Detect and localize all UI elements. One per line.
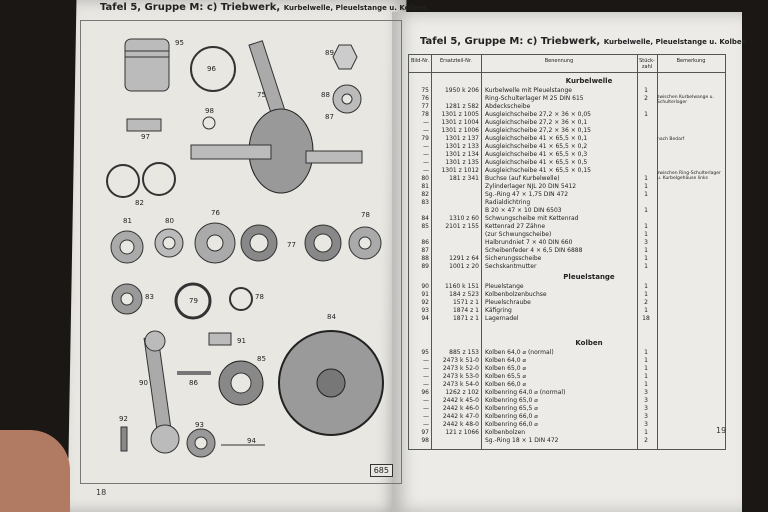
row-number: 75 <box>421 87 429 94</box>
part-number: 1571 z 1 <box>452 299 479 306</box>
row-number: 79 <box>421 135 429 142</box>
part-number: 1301 z 1004 <box>441 119 479 126</box>
part-number: 885 z 153 <box>449 349 479 356</box>
part-description: Ausgleichscheibe 41 × 65,5 × 0,5 <box>485 159 588 166</box>
part-number: 1871 z 1 <box>452 315 479 322</box>
quantity: 1 <box>644 349 648 356</box>
rivet-part <box>177 371 211 375</box>
table-row <box>411 207 723 215</box>
part-description: Scheibenfeder 4 × 6,5 DIN 6888 <box>485 247 583 254</box>
row-number: 81 <box>421 183 429 190</box>
part-number: 1301 z 1006 <box>441 127 479 134</box>
callout-86: 86 <box>189 379 198 387</box>
part-description: Pleuelstange <box>485 283 524 290</box>
row-number: 90 <box>421 283 429 290</box>
part-description: Sicherungsscheibe <box>485 255 542 262</box>
callout-98: 98 <box>205 107 214 115</box>
table-row <box>411 127 723 135</box>
section-kurbelwelle: Kurbelwelle <box>565 77 613 85</box>
callout-95: 95 <box>175 39 184 47</box>
quantity: 1 <box>644 87 648 94</box>
row-number: 97 <box>421 429 429 436</box>
part-description: Ausgleichscheibe 41 × 65,5 × 0,1 <box>485 135 588 142</box>
row-number: — <box>423 365 429 372</box>
quantity: 2 <box>644 95 648 102</box>
table-row <box>411 247 723 255</box>
part-description: Abdeckscheibe <box>485 103 531 110</box>
table-row <box>411 413 723 421</box>
table-row <box>411 263 723 271</box>
part-number: 121 z 1066 <box>445 429 479 436</box>
part-description: Buchse (auf Kurbelwelle) <box>485 175 560 182</box>
row-number: 89 <box>421 263 429 270</box>
part-number: 1310 z 60 <box>449 215 479 222</box>
table-row <box>411 405 723 413</box>
quantity: 1 <box>644 373 648 380</box>
row-number: 96 <box>421 389 429 396</box>
right-header-main: Tafel 5, Gruppe M: c) Triebwerk, <box>420 36 601 47</box>
row-number: 98 <box>421 437 429 444</box>
remark-1: zwischen Kurbelwange u. Schulterlager <box>657 95 714 105</box>
quantity: 3 <box>644 413 648 420</box>
part-number: 1001 z 20 <box>449 263 479 270</box>
table-row <box>411 231 723 239</box>
callout-88: 88 <box>321 91 330 99</box>
quantity: 1 <box>644 111 648 118</box>
row-number: — <box>423 413 429 420</box>
part-number: 1301 z 134 <box>445 151 479 158</box>
part-description: Halbrundniet 7 × 40 DIN 660 <box>485 239 573 246</box>
hex-nut-part <box>333 45 357 69</box>
part-number: 2442 k 47-0 <box>442 413 479 420</box>
table-row <box>411 381 723 389</box>
quantity: 1 <box>644 263 648 270</box>
part-description: Kolben 64,0 ⌀ <box>485 357 527 364</box>
callout-94: 94 <box>247 437 256 445</box>
callout-85: 85 <box>257 355 266 363</box>
quantity: 2 <box>644 299 648 306</box>
part-number: 2473 k 54-0 <box>442 381 479 388</box>
part-number: 2442 k 46-0 <box>442 405 479 412</box>
parts-list-table <box>408 54 726 450</box>
row-number: — <box>423 143 429 150</box>
table-row <box>411 349 723 357</box>
quantity: 1 <box>644 291 648 298</box>
callout-89: 89 <box>325 49 334 57</box>
part-description: B 20 × 47 × 10 DIN 6503 <box>485 207 562 214</box>
left-page-header <box>100 2 427 13</box>
col-header-bemerkung: Bemerkung <box>657 55 725 73</box>
row-number: — <box>423 159 429 166</box>
exploded-view-figure <box>80 20 402 484</box>
hand-holding-book <box>0 430 70 512</box>
row-number: 80 <box>421 175 429 182</box>
quantity: 1 <box>644 183 648 190</box>
small-ring-part <box>230 288 252 310</box>
table-row <box>411 87 723 95</box>
row-number: 77 <box>421 103 429 110</box>
part-description: Kurbelwelle mit Pleuelstange <box>485 87 572 94</box>
table-row <box>411 223 723 231</box>
part-description: Ausgleichscheibe 27,2 × 36 × 0,15 <box>485 127 591 134</box>
row-number: — <box>423 405 429 412</box>
callout-90: 90 <box>139 379 148 387</box>
callout-91: 91 <box>237 337 246 345</box>
part-number: 1301 z 1005 <box>441 111 479 118</box>
part-number: 2473 k 51-0 <box>442 357 479 364</box>
table-row <box>411 429 723 437</box>
quantity: 1 <box>644 223 648 230</box>
callout-75: 75 <box>257 91 266 99</box>
part-description: Sg.-Ring 18 × 1 DIN 472 <box>485 437 559 444</box>
quantity: 2 <box>644 437 648 444</box>
circlip-part <box>203 117 215 129</box>
part-description: Kolben 65,5 ⌀ <box>485 373 527 380</box>
part-description: Zylinderlager NJL 20 DIN 5412 <box>485 183 577 190</box>
callout-93: 93 <box>195 421 204 429</box>
row-number: — <box>423 167 429 174</box>
col-header-stueck: Stück-zahl <box>637 55 657 73</box>
callout-81: 81 <box>123 217 132 225</box>
table-row <box>411 239 723 247</box>
part-description: Kolbenring 66,0 ⌀ <box>485 421 538 428</box>
table-row <box>411 159 723 167</box>
table-row <box>411 357 723 365</box>
table-row <box>411 183 723 191</box>
table-row <box>411 143 723 151</box>
row-number: 95 <box>421 349 429 356</box>
part-description: Kolben 66,0 ⌀ <box>485 381 527 388</box>
col-header-bild: Bild-Nr. <box>409 55 431 73</box>
connecting-rod-part <box>144 337 172 438</box>
table-row <box>411 437 723 445</box>
callout-78: 78 <box>255 293 264 301</box>
part-description: Kolbenbolzen <box>485 429 526 436</box>
part-number: 1281 z 582 <box>445 103 479 110</box>
piston-pin-part <box>127 119 161 131</box>
crankshaft-shaft-right <box>306 151 362 163</box>
right-page-header <box>420 36 747 47</box>
part-description: Ausgleichscheibe 41 × 65,5 × 0,3 <box>485 151 588 158</box>
crankshaft-shaft-left <box>191 145 271 159</box>
part-number: 1262 z 102 <box>445 389 479 396</box>
part-description: Kolbenring 65,5 ⌀ <box>485 405 538 412</box>
row-number: 88 <box>421 255 429 262</box>
table-row <box>411 215 723 223</box>
snap-ring-right <box>143 163 175 195</box>
part-description: Kettenrad 27 Zähne <box>485 223 546 230</box>
part-description: Kolbenbolzenbuchse <box>485 291 547 298</box>
row-number: 83 <box>421 199 429 206</box>
part-description: Käfigring <box>485 307 512 314</box>
table-row <box>411 373 723 381</box>
quantity: 1 <box>644 283 648 290</box>
callout-83: 83 <box>145 293 154 301</box>
part-description: Kolbenring 66,0 ⌀ <box>485 413 538 420</box>
table-row <box>411 111 723 119</box>
table-row <box>411 389 723 397</box>
part-description: Sg.-Ring 47 × 1,75 DIN 472 <box>485 191 569 198</box>
table-row <box>411 119 723 127</box>
table-row <box>411 199 723 207</box>
quantity: 3 <box>644 389 648 396</box>
quantity: 1 <box>644 175 648 182</box>
row-number: — <box>423 151 429 158</box>
part-number: 181 z 341 <box>449 175 479 182</box>
row-number: — <box>423 373 429 380</box>
part-description: Ausgleichscheibe 41 × 65,5 × 0,15 <box>485 167 591 174</box>
exploded-parts-drawing <box>81 21 401 483</box>
row-number: — <box>423 357 429 364</box>
part-number: 1301 z 133 <box>445 143 479 150</box>
table-row <box>411 299 723 307</box>
quantity: 1 <box>644 191 648 198</box>
row-number: 76 <box>421 95 429 102</box>
callout-78-right: 78 <box>361 211 370 219</box>
remark-3: zwischen Ring-Schulterlager u. Kurbelgehäuse links <box>657 171 721 181</box>
callout-80: 80 <box>165 217 174 225</box>
row-number: — <box>423 421 429 428</box>
callout-82: 82 <box>135 199 144 207</box>
row-number: 82 <box>421 191 429 198</box>
table-row <box>411 421 723 429</box>
part-description: Ausgleichscheibe 27,2 × 36 × 0,1 <box>485 119 588 126</box>
part-number: 1301 z 135 <box>445 159 479 166</box>
callout-79: 79 <box>189 297 198 305</box>
row-number: 78 <box>421 111 429 118</box>
part-description: Sechskantmutter <box>485 263 537 270</box>
section-pleuelstange: Pleuelstange <box>563 273 615 281</box>
part-number: 2473 k 53-0 <box>442 373 479 380</box>
quantity: 3 <box>644 421 648 428</box>
part-number: 1874 z 1 <box>452 307 479 314</box>
figure-number: 685 <box>370 464 393 477</box>
part-description: Ausgleichscheibe 27,2 × 36 × 0,05 <box>485 111 591 118</box>
row-number: — <box>423 381 429 388</box>
part-description: Schwungscheibe mit Kettenrad <box>485 215 579 222</box>
part-number: 1950 k 206 <box>444 87 479 94</box>
part-number: 184 z 523 <box>449 291 479 298</box>
row-number: — <box>423 127 429 134</box>
left-header-main: Tafel 5, Gruppe M: c) Triebwerk, <box>100 2 281 13</box>
right-page-number: 19 <box>716 426 727 435</box>
row-number: 84 <box>421 215 429 222</box>
quantity: 1 <box>644 207 648 214</box>
bushing-small-part <box>209 333 231 345</box>
table-row <box>411 191 723 199</box>
part-description: Kolben 64,0 ⌀ (normal) <box>485 349 554 356</box>
quantity: 1 <box>644 381 648 388</box>
piston-part <box>125 39 169 91</box>
table-row <box>411 255 723 263</box>
row-number: 94 <box>421 315 429 322</box>
part-description: (zur Schwungscheibe) <box>485 231 552 238</box>
row-number: 92 <box>421 299 429 306</box>
quantity: 1 <box>644 357 648 364</box>
part-description: Lagernadel <box>485 315 519 322</box>
row-number: 87 <box>421 247 429 254</box>
row-number: 93 <box>421 307 429 314</box>
remark-2: nach Bedarf <box>657 137 685 142</box>
part-number: 2473 k 52-0 <box>442 365 479 372</box>
right-header-small: Kurbelwelle, Pleuelstange u. Kolben <box>603 38 747 46</box>
part-description: Kolbenring 65,0 ⌀ <box>485 397 538 404</box>
callout-96: 96 <box>207 65 216 73</box>
quantity: 3 <box>644 405 648 412</box>
bolt-part <box>121 427 127 451</box>
quantity: 1 <box>644 365 648 372</box>
callout-87: 87 <box>325 113 334 121</box>
quantity: 1 <box>644 231 648 238</box>
callout-84: 84 <box>327 313 336 321</box>
table-row <box>411 315 723 323</box>
quantity: 18 <box>642 315 650 322</box>
callout-76: 76 <box>211 209 220 217</box>
col-header-benennung: Benennung <box>481 55 637 73</box>
callout-77: 77 <box>287 241 296 249</box>
row-number: 86 <box>421 239 429 246</box>
part-number: 1291 z 64 <box>449 255 479 262</box>
part-description: Kolben 65,0 ⌀ <box>485 365 527 372</box>
row-number: — <box>423 397 429 404</box>
table-row <box>411 365 723 373</box>
callout-97: 97 <box>141 133 150 141</box>
table-row <box>411 307 723 315</box>
table-row <box>411 151 723 159</box>
row-number: — <box>423 119 429 126</box>
part-number: 1301 z 137 <box>445 135 479 142</box>
part-description: Ausgleichscheibe 41 × 65,5 × 0,2 <box>485 143 588 150</box>
part-number: 1160 k 151 <box>444 283 479 290</box>
table-row <box>411 283 723 291</box>
table-row <box>411 291 723 299</box>
left-page-number: 18 <box>96 488 107 497</box>
part-number: 1301 z 1012 <box>441 167 479 174</box>
part-number: 2442 k 45-0 <box>442 397 479 404</box>
table-row <box>411 397 723 405</box>
quantity: 1 <box>644 429 648 436</box>
part-description: Pleuelschraube <box>485 299 531 306</box>
quantity: 3 <box>644 397 648 404</box>
part-number: 2442 k 48-0 <box>442 421 479 428</box>
part-description: Kolbenring 64,0 ⌀ (normal) <box>485 389 566 396</box>
left-header-small: Kurbelwelle, Pleuelstange u. Kolben <box>283 4 427 12</box>
quantity: 1 <box>644 307 648 314</box>
quantity: 1 <box>644 247 648 254</box>
section-kolben: Kolben <box>575 339 603 347</box>
part-description: Ring-Schulterlager M 25 DIN 615 <box>485 95 584 102</box>
part-number: 2101 z 155 <box>445 223 479 230</box>
snap-ring-left <box>107 165 139 197</box>
callout-92: 92 <box>119 415 128 423</box>
col-header-ersatzteil: Ersatzteil-Nr. <box>431 55 481 73</box>
part-description: Radialdichtring <box>485 199 531 206</box>
row-number: 91 <box>421 291 429 298</box>
quantity: 3 <box>644 239 648 246</box>
quantity: 1 <box>644 255 648 262</box>
row-number: 85 <box>421 223 429 230</box>
